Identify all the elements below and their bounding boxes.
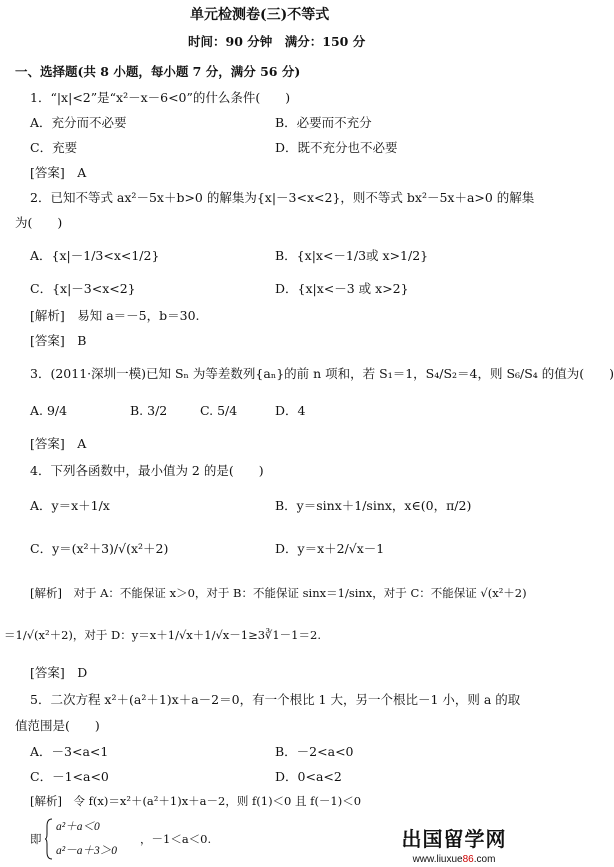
system-brace xyxy=(44,818,54,860)
q5-analysis: [解析] 令 f(x)＝x²＋(a²＋1)x＋a－2，则 f(1)＜0 且 f(－1)＜0 xyxy=(30,794,362,808)
watermark-cn: 出国留学网 xyxy=(401,827,507,851)
q2-stem-line2: 为( ) xyxy=(15,215,63,230)
q3-option-c: C. 5/4 xyxy=(200,403,238,418)
q2-option-d: D．{x|x<－3 或 x>2} xyxy=(275,281,409,296)
section-heading: 一、选择题(共 8 小题，每小题 7 分，满分 56 分) xyxy=(15,64,301,79)
q1-stem: 1．“|x|<2”是“x²－x－6<0”的什么条件( ) xyxy=(30,90,291,105)
q4-stem: 4．下列各函数中，最小值为 2 的是( ) xyxy=(30,463,264,478)
q4-option-b: B．y＝sinx＋1/sinx，x∈(0，π/2) xyxy=(275,498,472,513)
watermark-url xyxy=(394,854,514,865)
watermark-url-prefix: www.liuxue xyxy=(412,854,463,865)
q2-analysis: [解析] 易知 a＝－5，b＝30. xyxy=(30,308,200,323)
q5-stem-line2: 值范围是( ) xyxy=(15,718,100,733)
q5-option-b: B．－2<a<0 xyxy=(275,744,354,759)
q3-option-a: A. 9/4 xyxy=(30,403,68,418)
q5-system-line1: a²＋a＜0 xyxy=(56,821,100,833)
q2-option-a: A．{x|－1/3<x<1/2} xyxy=(30,248,160,263)
q2-answer: [答案] B xyxy=(30,333,87,348)
watermark-url-num: 86 xyxy=(462,854,474,865)
q3-answer: [答案] A xyxy=(30,436,87,451)
q4-option-d: D．y＝x＋2/√x－1 xyxy=(275,541,385,556)
page-subtitle: 时间：90 分钟 满分：150 分 xyxy=(188,34,366,49)
q1-answer: [答案] A xyxy=(30,165,87,180)
q3-option-d: D．4 xyxy=(275,403,306,418)
watermark-url-suffix: .com xyxy=(473,854,496,865)
q5-option-c: C．－1<a<0 xyxy=(30,769,109,784)
site-watermark-logo xyxy=(394,823,514,865)
q1-option-d: D．既不充分也不必要 xyxy=(275,140,398,155)
q4-option-a: A．y＝x＋1/x xyxy=(30,498,110,513)
q5-system-result: ，－1＜a＜0. xyxy=(140,832,212,846)
q2-option-b: B．{x|x<－1/3或 x>1/2} xyxy=(275,248,429,263)
q5-system-lead: 即 xyxy=(30,832,42,846)
q5-option-d: D．0<a<2 xyxy=(275,769,342,784)
q4-analysis-line1: [解析] 对于 A：不能保证 x＞0，对于 B：不能保证 sinx＝1/sinx，对于 C：不能保证 √(x²＋2) xyxy=(30,586,527,600)
q5-stem-line1: 5．二次方程 x²＋(a²＋1)x＋a－2＝0，有一个根比 1 大，另一个根比－1 小，则 a 的取 xyxy=(30,692,521,707)
q2-stem-line1: 2．已知不等式 ax²－5x＋b>0 的解集为{x|－3<x<2}，则不等式 bx²－5x＋a>0 的解集 xyxy=(30,190,535,205)
q5-system-line2: a²－a＋3＞0 xyxy=(56,845,117,857)
q2-option-c: C．{x|－3<x<2} xyxy=(30,281,136,296)
q4-option-c: C．y＝(x²＋3)/√(x²＋2) xyxy=(30,541,169,556)
page-title: 单元检测卷(三)不等式 xyxy=(190,7,330,23)
q4-answer: [答案] D xyxy=(30,665,88,680)
q1-option-b: B．必要而不充分 xyxy=(275,115,372,130)
q1-option-a: A．充分而不必要 xyxy=(30,115,127,130)
q1-option-c: C．充要 xyxy=(30,140,78,155)
q3-stem: 3．(2011·深圳一模)已知 Sₙ 为等差数列{aₙ}的前 n 项和，若 S₁＝1，S₄/S₂＝4，则 S₆/S₄ 的值为( ) xyxy=(30,366,614,381)
q4-analysis-line2: ＝1/√(x²＋2)，对于 D：y＝x＋1/√x＋1/√x－1≥3∛1－1＝2. xyxy=(4,628,321,642)
q3-option-b: B. 3/2 xyxy=(130,403,168,418)
q5-option-a: A．－3<a<1 xyxy=(30,744,109,759)
